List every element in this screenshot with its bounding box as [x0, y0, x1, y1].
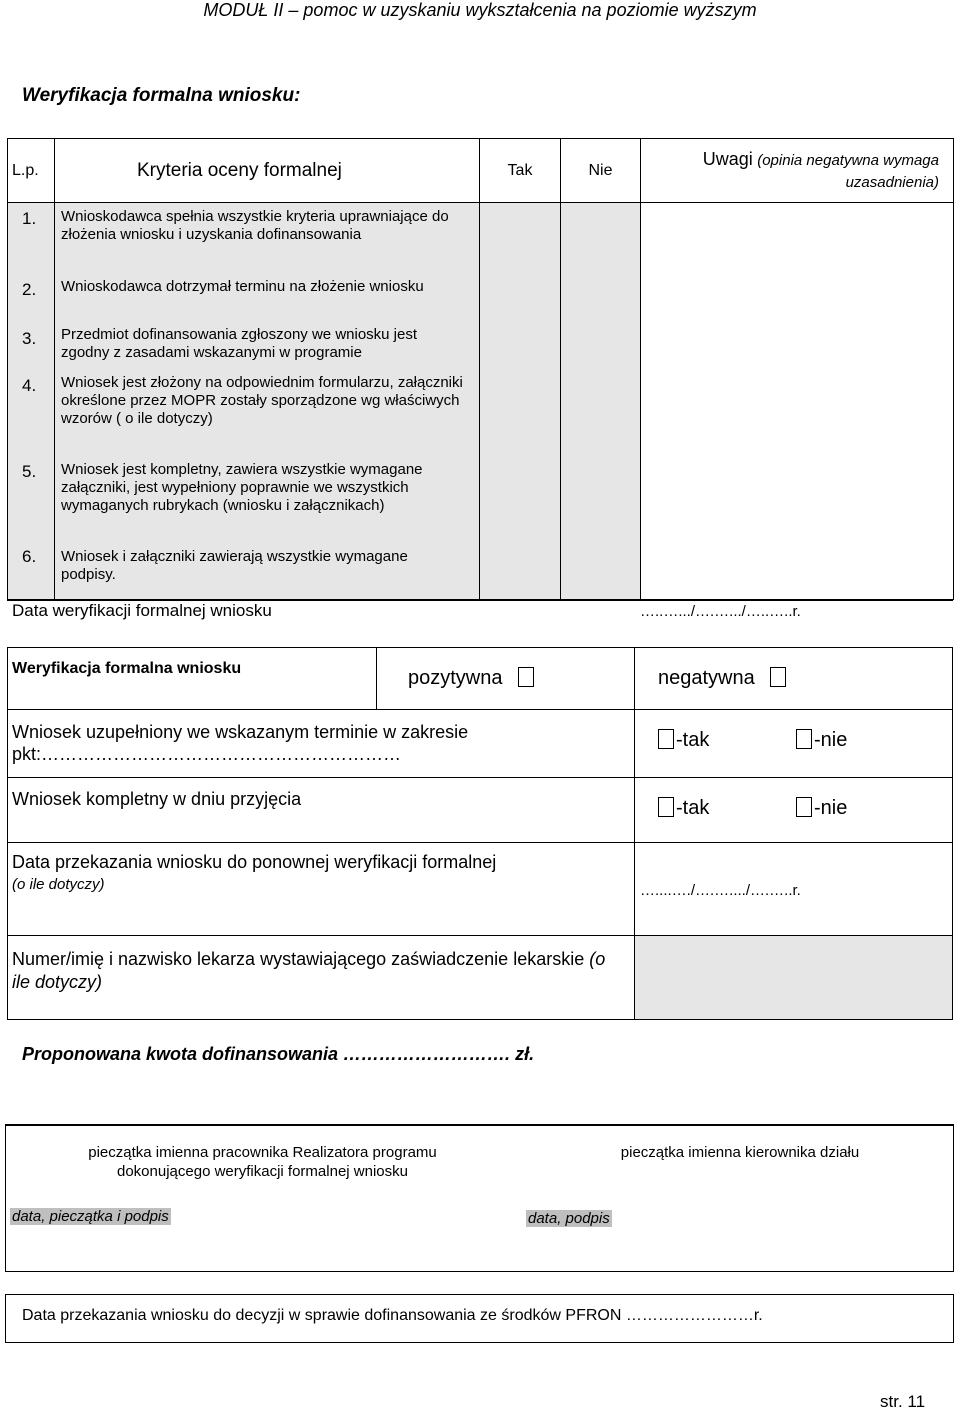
date-verification-value[interactable]: …..….../….….../…..…..r.: [640, 603, 801, 620]
col-uwagi-note: (opinia negatywna wymaga uzasadnienia): [757, 151, 939, 191]
proposed-amount-currency: zł.: [515, 1044, 535, 1064]
col-uwagi-bold: Uwagi: [702, 148, 753, 169]
proposed-amount-value[interactable]: ……………………….: [343, 1044, 511, 1064]
col-nie: Nie: [561, 139, 641, 203]
col-criteria: Kryteria oceny formalnej: [55, 139, 480, 203]
nie-column-cells[interactable]: [561, 203, 641, 600]
col-uwagi: [641, 139, 954, 203]
stamp-right-label: pieczątka imienna kierownika działu: [620, 1144, 860, 1161]
supplemented-nie-checkbox-icon[interactable]: [796, 729, 812, 749]
complete-tak-option[interactable]: [658, 797, 709, 820]
positive-label: pozytywna: [408, 667, 503, 689]
row-2-num: 2.: [22, 280, 37, 299]
row-3-num: 3.: [22, 329, 37, 348]
col-tak: Tak: [480, 139, 561, 203]
supplemented-tak-label: -tak: [676, 729, 710, 751]
doctor-label: [12, 948, 622, 994]
positive-checkbox-icon[interactable]: [518, 667, 534, 687]
row-5-num: 5.: [22, 462, 37, 481]
decision-label: Data przekazania wniosku do decyzji w sprawie dofinansowania ze środków PFRON: [22, 1307, 622, 1324]
negative-checkbox-icon[interactable]: [770, 667, 786, 687]
col-lp: L.p.: [8, 139, 55, 203]
row-5-text: Wniosek jest kompletny, zawiera wszystkie wymagane załączniki, jest wypełniony poprawnie we wszystkich wymaganych rubrykach (wniosku i załącznikach): [61, 461, 423, 514]
decision-suffix: r.: [753, 1307, 763, 1324]
stamp-left-label: pieczątka imienna pracownika Realizatora programu dokonującego weryfikacji formalnej wniosku: [88, 1144, 437, 1180]
proposed-amount-label: Proponowana kwota dofinansowania: [22, 1044, 339, 1064]
decision-value[interactable]: ……………………: [625, 1307, 754, 1324]
row-4-text: Wniosek jest złożony na odpowiednim formularzu, załączniki określone przez MOPR zostały sporządzone wg właściwych wzorów ( o ile dotyczy): [61, 374, 463, 427]
page-number: str. 11: [880, 1392, 926, 1411]
row-6-text: Wniosek i załączniki zawierają wszystkie wymagane podpisy.: [61, 548, 408, 583]
row-6-num: 6.: [22, 547, 37, 566]
row-4-num: 4.: [22, 376, 37, 395]
decision-line: [22, 1307, 763, 1325]
complete-nie-label: -nie: [814, 797, 848, 819]
complete-nie-checkbox-icon[interactable]: [796, 797, 812, 817]
row-1-text: Wnioskodawca spełnia wszystkie kryteria uprawniające do złożenia wniosku i uzyskania dofinansowania: [61, 208, 449, 243]
supplemented-nie-label: -nie: [814, 729, 848, 751]
date-verification-label: Data weryfikacji formalnej wniosku: [12, 601, 272, 620]
transfer-label: Data przekazania wniosku do ponownej weryfikacji formalnej: [12, 852, 497, 872]
formal-result-label: Weryfikacja formalna wniosku: [12, 660, 242, 677]
criteria-table: [7, 138, 954, 600]
complete-tak-checkbox-icon[interactable]: [658, 797, 674, 817]
row-3-text: Przedmiot dofinansowania zgłoszony we wniosku jest zgodny z zasadami wskazanymi w programie: [61, 326, 418, 361]
criteria-rows: [8, 203, 954, 600]
doctor-input-area[interactable]: [635, 936, 952, 1019]
positive-option[interactable]: [408, 667, 536, 690]
supplemented-label: Wniosek uzupełniony we wskazanym terminie w zakresie pkt:……………………………………………………: [12, 722, 469, 764]
row-2-text: Wnioskodawca dotrzymał terminu na złożenie wniosku: [61, 278, 424, 295]
doctor-label-text: Numer/imię i nazwisko lekarza wystawiającego zaświadczenie lekarskie: [12, 949, 585, 969]
transfer-note: (o ile dotyczy): [12, 876, 105, 893]
table-header-row: [8, 139, 954, 203]
supplemented-tak-option[interactable]: [658, 729, 709, 752]
stamp-right-sign[interactable]: data, podpis: [528, 1210, 610, 1227]
row-1-num: 1.: [22, 209, 37, 228]
complete-tak-label: -tak: [676, 797, 710, 819]
tak-column-cells[interactable]: [480, 203, 561, 600]
section-title: Weryfikacja formalna wniosku:: [22, 85, 301, 106]
proposed-amount: [22, 1044, 534, 1065]
uwagi-column-cells[interactable]: [641, 203, 954, 600]
document-header: MODUŁ II – pomoc w uzyskaniu wykształcenia na poziomie wyższym: [203, 0, 757, 20]
supplemented-tak-checkbox-icon[interactable]: [658, 729, 674, 749]
doctor-note: (o ile dotyczy): [12, 949, 606, 992]
complete-nie-option[interactable]: [796, 797, 847, 820]
supplemented-nie-option[interactable]: [796, 729, 847, 752]
negative-label: negatywna: [658, 667, 755, 689]
negative-option[interactable]: [658, 667, 788, 690]
stamp-left-sign[interactable]: data, pieczątka i podpis: [12, 1208, 169, 1225]
transfer-date-value[interactable]: …....…./….…..../….…..r.: [640, 882, 801, 899]
complete-label: Wniosek kompletny w dniu przyjęcia: [12, 789, 302, 809]
